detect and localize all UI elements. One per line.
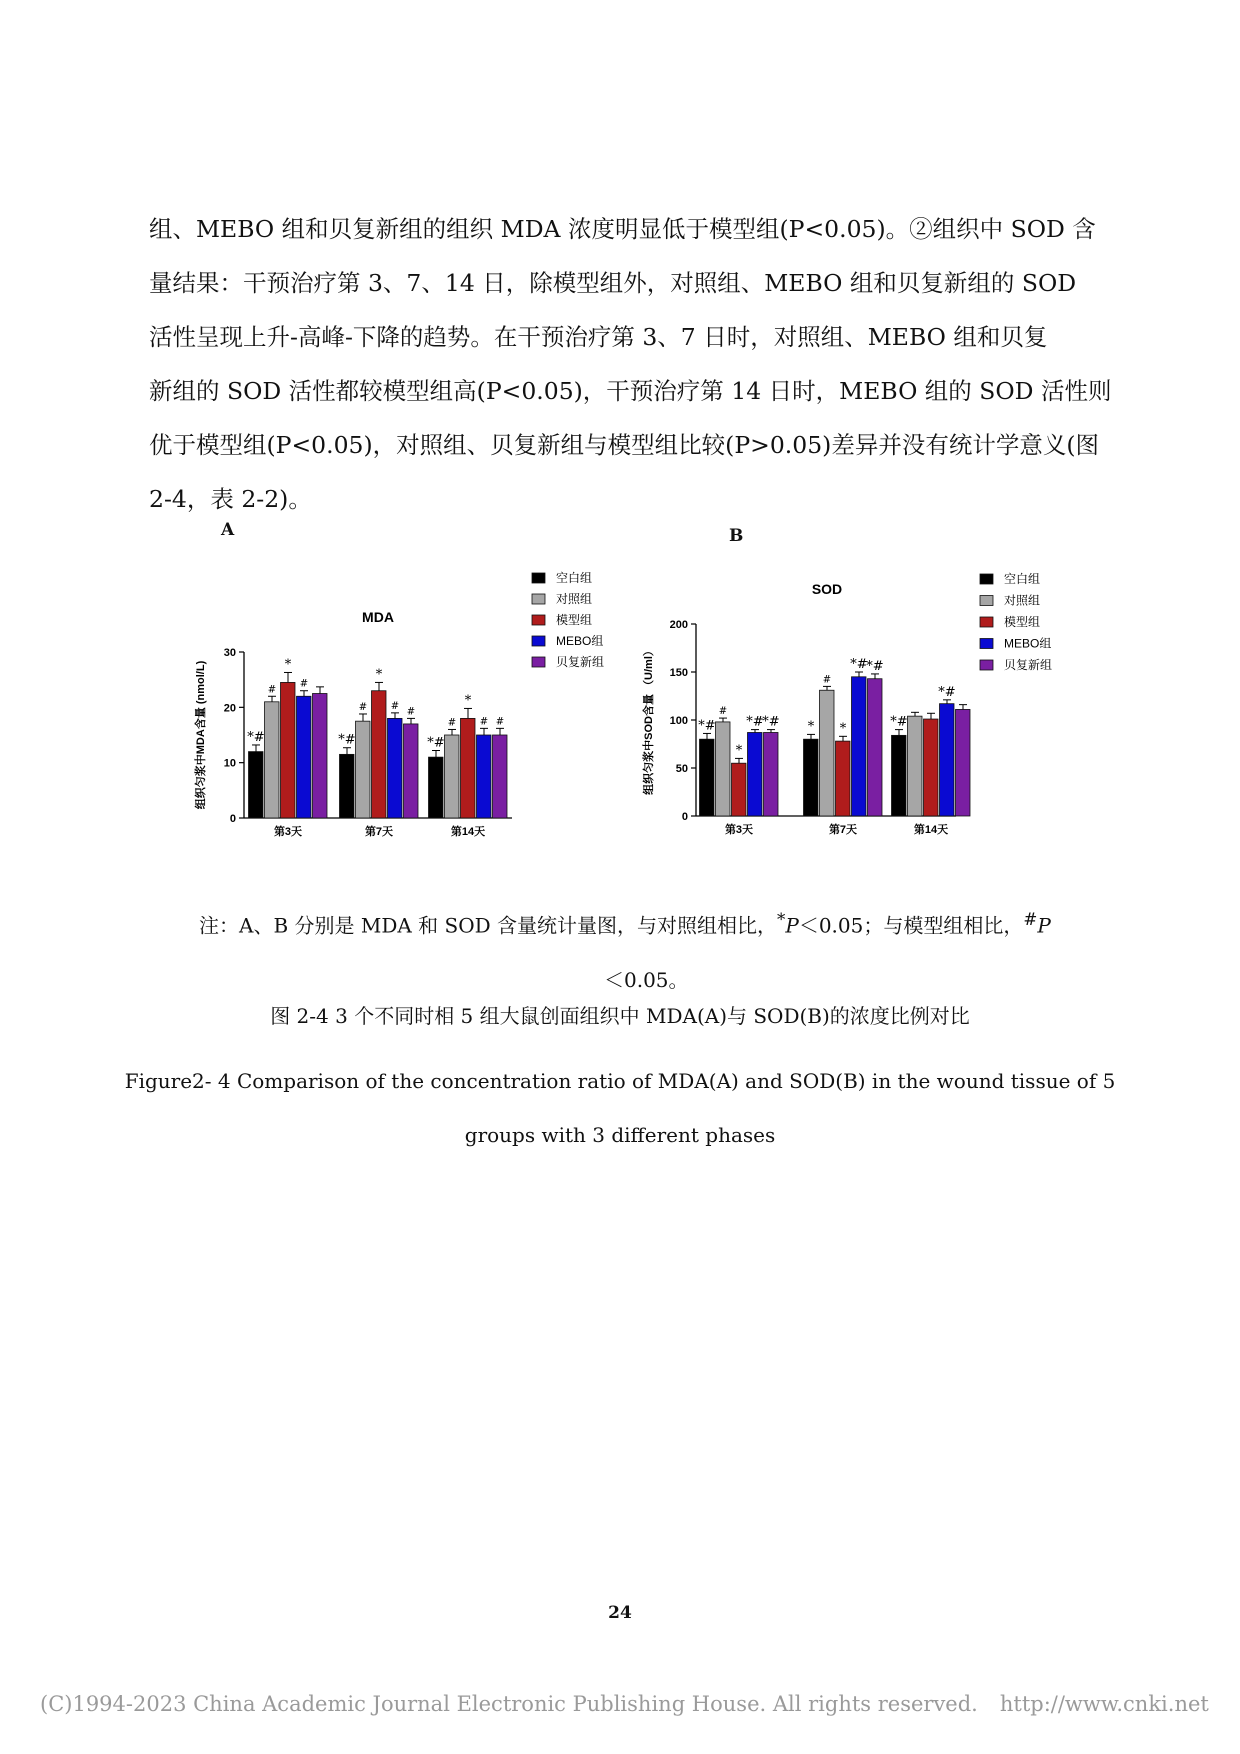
bar [281,682,296,818]
significance-marker: * [464,693,472,709]
significance-marker: # [479,716,489,728]
note-text-2: ＜0.05；与模型组相比， [798,913,1024,938]
bar [372,691,387,818]
figure-caption-english [0,1054,1240,1162]
sod-bar-chart [634,565,1074,855]
significance-marker: * [735,743,743,759]
paragraph-line: 2-4，表 2-2)。 [149,485,312,513]
bar [700,739,715,816]
bar [852,677,867,816]
bar [356,721,371,818]
significance-marker: # [822,674,832,686]
bar [908,716,923,816]
legend-label: 模型组 [556,613,593,627]
paragraph-line: 量结果：干预治疗第 3、7、14 日，除模型组外，对照组、MEBO 组和贝复新组的 SOD [149,269,1077,297]
significance-marker: *# [746,714,764,730]
paragraph-line: 组、MEBO 组和贝复新组的组织 MDA 浓度明显低于模型组(P<0.05)。②组织中 SOD 含 [149,215,1096,243]
significance-marker: # [406,706,416,718]
bar [404,724,419,818]
y-tick-label: 0 [681,811,688,823]
bar [477,735,492,818]
bar [249,752,264,818]
bar [716,722,731,816]
note-hash: # [1023,910,1038,929]
significance-marker: *# [427,735,445,751]
bar [748,732,763,816]
footer-copyright: (C)1994-2023 China Academic Journal Electronic Publishing House. All rights reserved. [40,1692,978,1716]
body-paragraph [149,202,1112,526]
paragraph-line: 新组的 SOD 活性都较模型组高(P<0.05)，干预治疗第 14 日时，MEBO 组的 SOD 活性则 [149,377,1112,405]
y-tick-label: 100 [669,715,688,727]
x-tick-label: 第14天 [913,824,949,836]
panel-label-b: B [729,526,744,546]
significance-marker: *# [247,729,265,745]
legend-label: 空白组 [1004,572,1041,586]
significance-marker: * [375,667,383,683]
significance-marker: * [284,657,292,673]
paragraph-line: 活性呈现上升-高峰-下降的趋势。在干预治疗第 3、7 日时，对照组、MEBO 组和贝复 [149,323,1048,351]
legend-label: MEBO组 [556,634,604,648]
caption-en-line-2: groups with 3 different phases [464,1123,776,1147]
significance-marker: *# [850,657,868,672]
x-tick-label: 第7天 [828,824,858,836]
bar [820,690,835,816]
chart-title: SOD [811,581,843,597]
x-tick-label: 第3天 [273,826,303,838]
figure-note [199,893,1099,1007]
y-tick-label: 200 [669,619,688,631]
bar [493,735,508,818]
chart-title: MDA [362,609,394,625]
y-tick-label: 150 [669,667,688,679]
bar [388,718,403,818]
bar [924,719,939,816]
footer [40,1692,1209,1716]
significance-marker: # [267,684,277,696]
y-axis-label: 组织匀浆中SOD含量 （U/ml） [643,645,655,795]
significance-marker: * [839,721,847,737]
significance-marker: *# [890,714,908,730]
bar [340,754,355,818]
bar [804,739,819,816]
x-tick-label: 第7天 [364,826,394,838]
x-tick-label: 第3天 [724,824,754,836]
y-tick-label: 0 [229,813,236,825]
bar [461,718,476,818]
bar [732,763,747,816]
significance-marker: # [358,701,368,713]
legend-label: 贝复新组 [556,655,605,669]
y-tick-label: 10 [223,757,236,770]
note-p: P [785,913,799,938]
significance-marker: * [807,719,815,735]
legend-swatch [532,615,545,625]
legend-swatch [532,594,545,604]
legend-label: 贝复新组 [1004,658,1053,672]
bar [297,696,312,818]
y-axis-label: 组织匀浆中MDA含量 (nmol/L) [195,660,207,810]
significance-marker: # [390,700,400,712]
legend-swatch [980,574,993,584]
significance-marker: *# [938,684,956,700]
legend-label: 对照组 [556,592,593,606]
significance-marker: # [299,678,309,690]
legend-label: 空白组 [556,571,593,585]
mda-bar-chart [190,565,630,855]
bar [764,732,779,816]
y-tick-label: 50 [675,763,688,775]
bar [429,757,444,818]
page-number: 24 [608,1603,632,1623]
bar [956,709,971,816]
paragraph-line: 优于模型组(P<0.05)，对照组、贝复新组与模型组比较(P>0.05)差异并没有统计学意义(图 [149,431,1099,459]
y-tick-label: 30 [223,647,236,659]
legend-label: 模型组 [1004,615,1041,629]
legend-swatch [980,596,993,606]
bar [892,735,907,816]
bar [868,679,883,816]
legend-label: MEBO组 [1004,636,1052,651]
bar [836,741,851,816]
y-tick-label: 20 [223,702,236,715]
footer-link[interactable]: http://www.cnki.net [999,1692,1209,1716]
legend-swatch [532,657,545,667]
legend-swatch [980,639,993,649]
significance-marker: # [495,716,505,728]
bar [445,735,460,818]
significance-marker: *# [762,714,780,730]
panel-label-a: A [221,520,235,540]
significance-marker: *# [698,718,716,734]
significance-marker: # [447,717,457,729]
legend-swatch [980,660,993,670]
note-line-2: ＜0.05。 [604,967,689,992]
note-text: 注：A、B 分别是 MDA 和 SOD 含量统计量图，与对照组相比， [199,913,778,938]
bar [940,704,955,816]
bar [265,702,280,818]
significance-marker: *# [338,732,356,748]
significance-marker: *# [866,658,884,674]
caption-en-line-1: Figure2- 4 Comparison of the concentration ratio of MDA(A) and SOD(B) in the wound tissue of 5 [124,1069,1116,1093]
legend-label: 对照组 [1004,593,1041,608]
figure-caption-chinese: 图 2-4 3 个不同时相 5 组大鼠创面组织中 MDA(A)与 SOD(B)的浓度比例对比 [270,1004,970,1028]
legend-swatch [532,636,545,646]
significance-marker: # [718,706,728,718]
note-star: * [777,910,786,929]
legend-swatch [532,573,545,583]
legend-swatch [980,617,993,627]
note-p-2: P [1037,913,1051,938]
x-tick-label: 第14天 [450,826,486,838]
bar [313,694,328,819]
